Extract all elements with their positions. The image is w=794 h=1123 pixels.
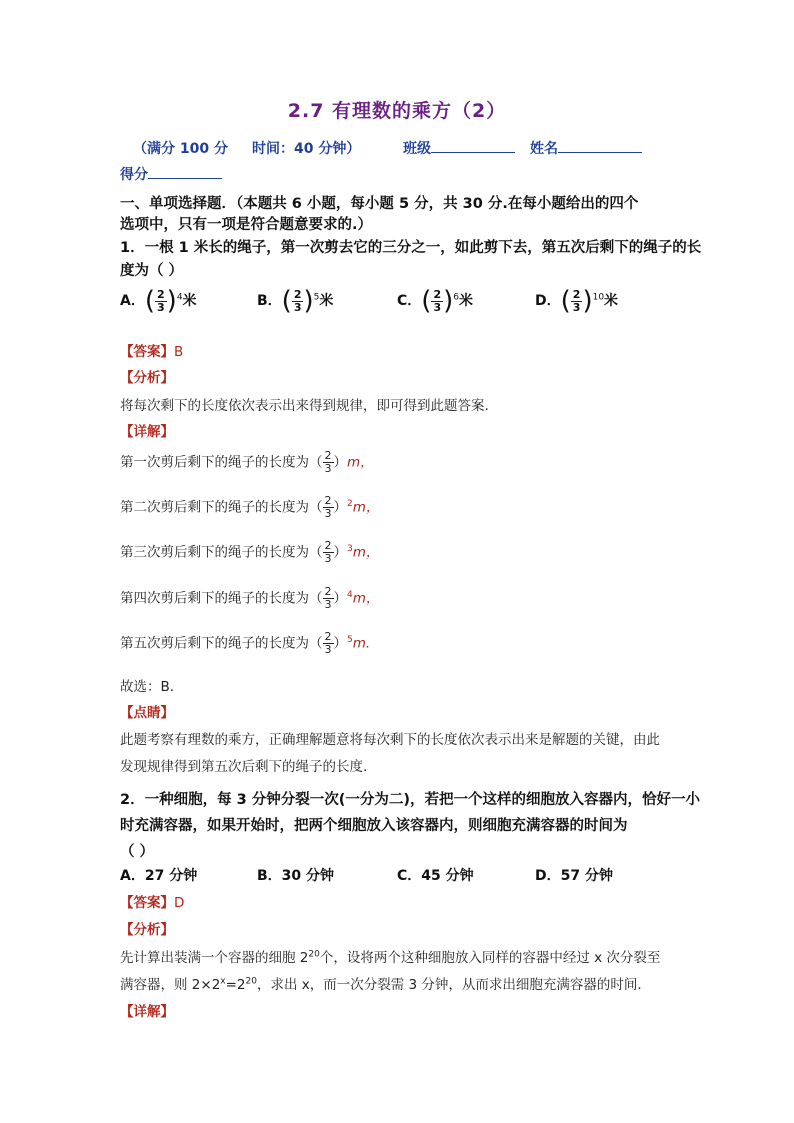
page-title: 2.7 有理数的乘方（2）	[287, 100, 507, 122]
section-heading-2: 选项中，只有一项是符合题意要求的.）	[120, 217, 373, 233]
question-2-line-2: 时充满容器，如果开始时，把两个细胞放入该容器内，则细胞充满容器的时间为	[120, 818, 628, 834]
q1-comment-line-1: 此题考察有理数的乘方，正确理解题意将每次剩下的长度依次表示出来是解题的关键，由此	[120, 732, 660, 748]
q1-step-2: 第二次剪后剩下的绳子的长度为（ $\frac{2}{3}$ ）$^2$m，	[120, 494, 380, 520]
question-1-line-2: 度为（ ）	[120, 263, 184, 279]
q1-choose: 故选：B．	[120, 679, 184, 695]
class-label: 班级	[403, 141, 431, 157]
q1-option-b: B．( $\frac{2}{3}$ )$^5$米	[257, 286, 334, 316]
score-blank	[148, 164, 222, 179]
class-blank	[431, 138, 515, 153]
q1-option-d: D．( $\frac{2}{3}$ )$^{10}$米	[535, 286, 619, 316]
q2-option-b: B．30 分钟	[257, 868, 335, 884]
q1-answer: 【答案】B	[120, 344, 184, 360]
name-blank	[558, 138, 642, 153]
score-label: 得分	[120, 167, 148, 183]
name-field	[530, 138, 642, 158]
question-2-line-1: 2．一种细胞，每 3 分钟分裂一次(一分为二)，若把一个这样的细胞放入容器内，恰好一小	[120, 792, 701, 808]
q2-option-d: D．57 分钟	[535, 868, 613, 884]
q2-option-a: A．27 分钟	[120, 868, 198, 884]
q1-detail-tag: 【详解】	[120, 424, 174, 440]
class-field	[403, 138, 515, 158]
q2-analysis-line-2: 满容器，则 $2\times 2^x=2^{20}$，求出 x，而一次分裂需 3 分钟，从而求出细胞充满容器的时间.	[120, 976, 642, 993]
q1-step-5: 第五次剪后剩下的绳子的长度为（ $\frac{2}{3}$ ）$^5$m.	[120, 630, 371, 656]
q1-option-a: A．( $\frac{2}{3}$ )$^4$米	[120, 286, 197, 316]
q1-step-1: 第一次剪后剩下的绳子的长度为（ $\frac{2}{3}$ ）m，	[120, 449, 374, 475]
q1-option-c: C．( $\frac{2}{3}$ )$^6$米	[397, 286, 473, 316]
q1-analysis-text: 将每次剩下的长度依次表示出来得到规律，即可得到此题答案.	[120, 398, 489, 414]
question-1-line-1: 1．一根 1 米长的绳子，第一次剪去它的三分之一，如此剪下去，第五次后剩下的绳子的长	[120, 240, 702, 256]
q1-comment-tag: 【点睛】	[120, 705, 174, 721]
time-limit: 时间：40 分钟）	[252, 141, 361, 157]
q1-analysis-tag: 【分析】	[120, 370, 174, 386]
q2-analysis-tag: 【分析】	[120, 922, 174, 938]
q1-step-3: 第三次剪后剩下的绳子的长度为（ $\frac{2}{3}$ ）$^3$m，	[120, 539, 380, 565]
q1-comment-line-2: 发现规律得到第五次后剩下的绳子的长度.	[120, 759, 368, 775]
name-label: 姓名	[530, 141, 558, 157]
q2-option-c: C．45 分钟	[397, 868, 474, 884]
section-heading-1: 一、单项选择题．（本题共 6 小题，每小题 5 分，共 30 分.在每小题给出的四个	[120, 196, 639, 212]
full-score: （满分 100 分	[133, 141, 228, 157]
q1-step-4: 第四次剪后剩下的绳子的长度为（ $\frac{2}{3}$ ）$^4$m，	[120, 585, 380, 611]
q2-analysis-line-1: 先计算出装满一个容器的细胞 $2^{20}$个，设将两个这种细胞放入同样的容器中经过 x 次分裂至	[120, 949, 661, 966]
question-2-line-3: （ ）	[120, 844, 155, 860]
q2-answer: 【答案】D	[120, 895, 185, 911]
score-field	[120, 164, 222, 184]
q2-detail-tag: 【详解】	[120, 1004, 174, 1020]
